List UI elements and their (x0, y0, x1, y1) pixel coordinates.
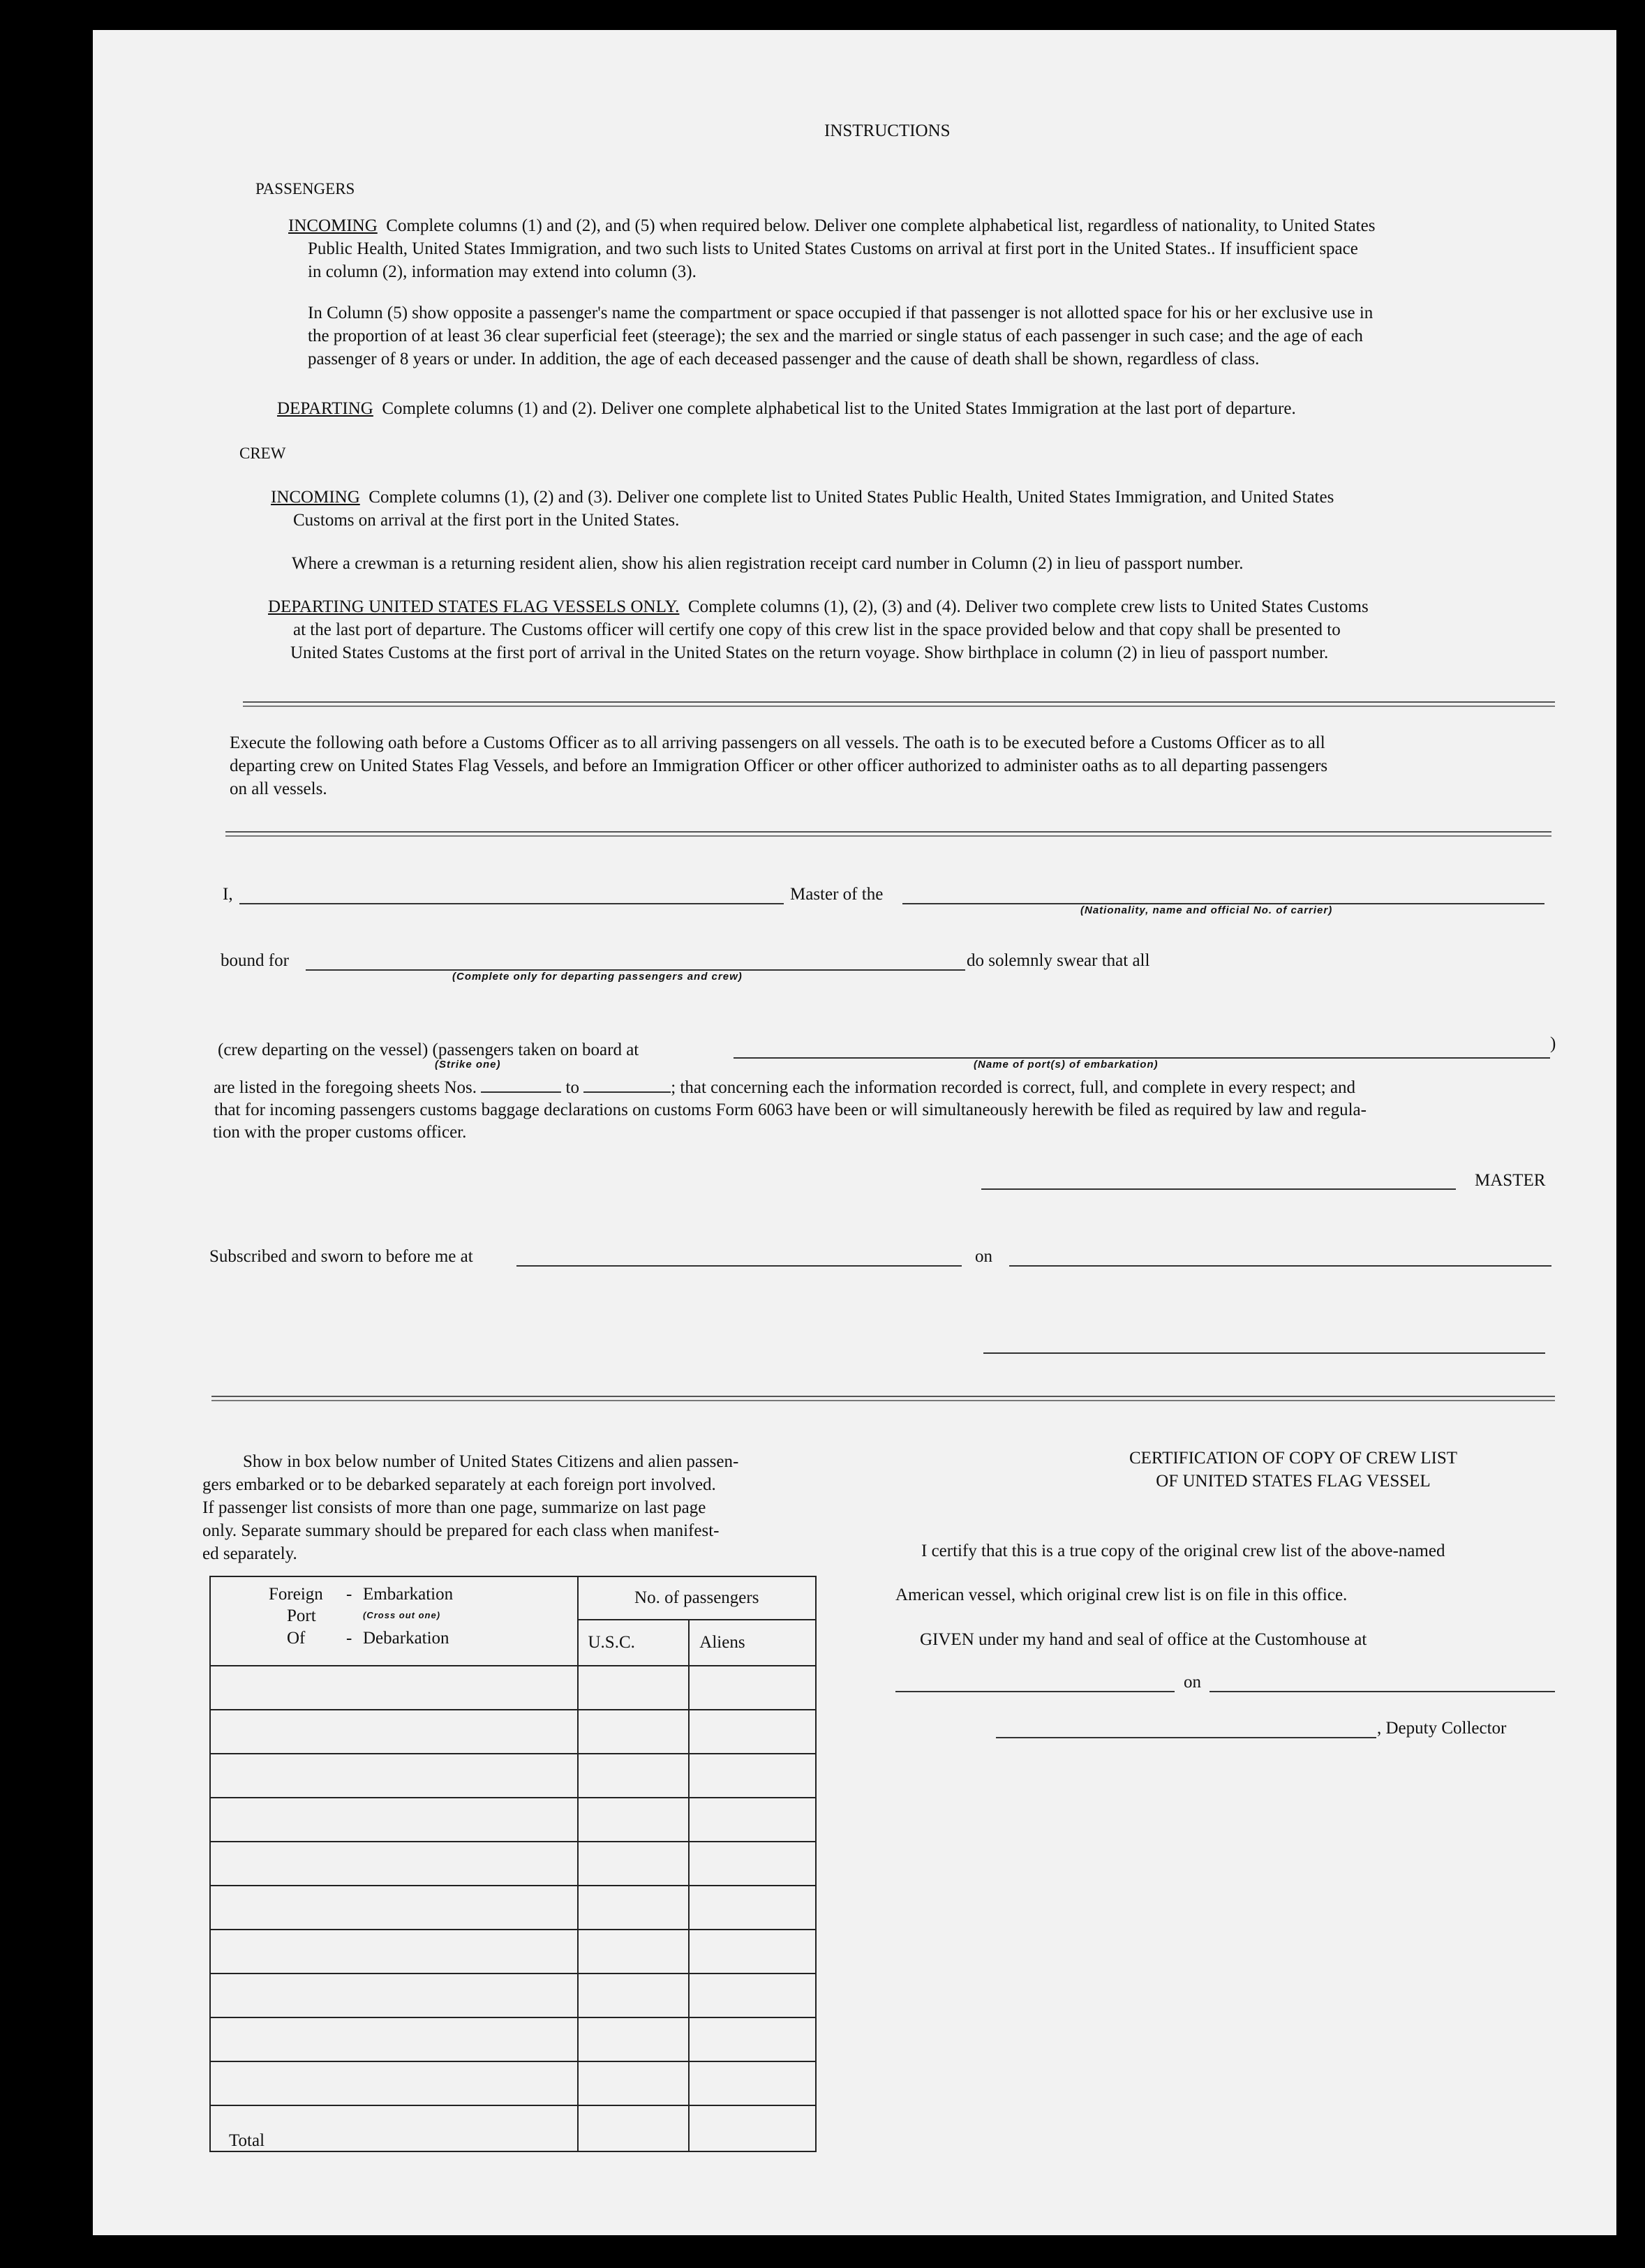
master-label: MASTER (1475, 1171, 1546, 1190)
crew-resident-text: Where a crewman is a returning resident alien, show his alien registration receipt card number in Column (2) in lieu of passport number. (292, 554, 1244, 573)
certification-date-field[interactable] (1209, 1691, 1555, 1692)
passengers-departing-text: Complete columns (1) and (2). Deliver one complete alphabetical list to the United States Immigration at the last port of departure. (382, 399, 1296, 418)
no-passengers-header: No. of passengers (578, 1576, 817, 1620)
passengers-incoming-label: INCOMING (288, 216, 378, 235)
listed-line: that for incoming passengers customs baggage declarations on customs Form 6063 have been or will simultaneously herewith be filed as required by law and regula- (214, 1101, 1367, 1119)
col-dash: - (346, 1629, 352, 1648)
sworn-date-field[interactable] (1009, 1265, 1551, 1267)
column5-line: passenger of 8 years or under. In addition, the age of each deceased passenger and the cause of death shall be shown, regardless of class. (308, 350, 1260, 368)
sworn-on-label: on (975, 1247, 992, 1266)
certify-line: I certify that this is a true copy of the original crew list of the above-named (921, 1542, 1445, 1560)
port-cell[interactable] (210, 1798, 578, 1842)
port-cell[interactable] (210, 1974, 578, 2017)
deputy-label: , Deputy Collector (1377, 1719, 1507, 1738)
usc-cell[interactable] (578, 2017, 690, 2061)
sheet-from-field[interactable] (481, 1077, 561, 1093)
col-debarkation: Debarkation (363, 1629, 449, 1648)
col-of: Of (287, 1629, 306, 1648)
oath-instruction-line: departing crew on United States Flag Vessels, and before an Immigration Officer or other officer authorized to administer oaths as to all departing passengers (230, 756, 1328, 775)
col-port: Port (287, 1606, 316, 1625)
summary-intro-line: ed separately. (202, 1544, 297, 1563)
summary-intro-line: If passenger list consists of more than one page, summarize on last page (202, 1498, 706, 1517)
master-of-label: Master of the (790, 885, 884, 904)
table-row (210, 1754, 816, 1798)
bound-for-label: bound for (221, 951, 289, 970)
port-cell[interactable] (210, 1842, 578, 1886)
master-name-field[interactable] (239, 903, 784, 904)
certification-title-line: OF UNITED STATES FLAG VESSEL (1156, 1472, 1431, 1491)
total-aliens-cell[interactable] (689, 2105, 816, 2151)
crew-departing-block (268, 595, 1594, 664)
port-cell[interactable] (210, 2017, 578, 2061)
passengers-column5-block (308, 301, 1620, 371)
aliens-cell[interactable] (689, 2017, 816, 2061)
oath-instruction-block (230, 731, 1570, 800)
aliens-cell[interactable] (689, 2061, 816, 2105)
port-cell[interactable] (210, 1666, 578, 1710)
certification-title-line: CERTIFICATION OF COPY OF CREW LIST (1129, 1449, 1458, 1468)
port-cell[interactable] (210, 2061, 578, 2105)
summary-body (210, 1666, 816, 2151)
aliens-cell[interactable] (689, 1842, 816, 1886)
aliens-header: Aliens (689, 1620, 816, 1666)
passengers-incoming-line: in column (2), information may extend into column (3). (308, 262, 697, 281)
passengers-incoming-line: Public Health, United States Immigration, and two such lists to United States Customs on arrival at first port in the United States.. If insufficient space (308, 239, 1358, 258)
port-cell[interactable] (210, 1930, 578, 1974)
sworn-place-field[interactable] (516, 1265, 962, 1267)
usc-cell[interactable] (578, 1798, 690, 1842)
aliens-cell[interactable] (689, 1930, 816, 1974)
table-row (210, 1710, 816, 1754)
table-row (210, 1666, 816, 1710)
total-label: Total (210, 2105, 578, 2151)
crew-departing-line: United States Customs at the first port of arrival in the United States on the return voyage. Show birthplace in column (2) in lieu of passport number. (290, 643, 1329, 662)
passengers-heading: PASSENGERS (255, 180, 355, 197)
subscribed-label: Subscribed and sworn to before me at (209, 1247, 473, 1266)
usc-cell[interactable] (578, 1886, 690, 1930)
crew-heading: CREW (239, 445, 286, 462)
table-row (210, 1798, 816, 1842)
usc-cell[interactable] (578, 1666, 690, 1710)
col-dash: - (346, 1585, 352, 1604)
total-row (210, 2105, 816, 2151)
crew-incoming-line: Complete columns (1), (2) and (3). Deliver one complete list to United States Public Health, United States Immigration, and United States (369, 488, 1334, 507)
port-cell[interactable] (210, 1754, 578, 1798)
nationality-caption: (Nationality, name and official No. of carrier) (1080, 904, 1333, 916)
form-sheet (93, 30, 1616, 2235)
usc-cell[interactable] (578, 1754, 690, 1798)
summary-intro-line: gers embarked or to be debarked separately at each foreign port involved. (202, 1475, 716, 1494)
col-embarkation: Embarkation (363, 1585, 454, 1604)
port-cell[interactable] (210, 1886, 578, 1930)
crew-incoming-label: INCOMING (271, 488, 360, 507)
usc-cell[interactable] (578, 1710, 690, 1754)
crew-departing-line: at the last port of departure. The Customs officer will certify one copy of this crew list in the space provided below and that copy shall be presented to (293, 620, 1341, 639)
column5-line: the proportion of at least 36 clear superficial feet (steerage); the sex and the married or single status of each passenger in such case; and the age of each (308, 327, 1363, 345)
listed-text: are listed in the foregoing sheets Nos. (214, 1078, 477, 1097)
listed-to: to (565, 1078, 579, 1097)
aliens-cell[interactable] (689, 1754, 816, 1798)
usc-cell[interactable] (578, 1842, 690, 1886)
divider (225, 831, 1551, 837)
listed-sheets-line (214, 1076, 1355, 1099)
aliens-cell[interactable] (689, 1710, 816, 1754)
crew-departing-label: DEPARTING UNITED STATES FLAG VESSELS ONLY. (268, 597, 680, 616)
officer-signature-field[interactable] (983, 1352, 1545, 1354)
port-header (210, 1576, 578, 1666)
oath-i-label: I, (223, 885, 233, 904)
summary-intro-line: Show in box below number of United States Citizens and alien passen- (243, 1452, 739, 1471)
swear-text: do solemnly swear that all (967, 951, 1150, 970)
listed-text: ; that concerning each the information recorded is correct, full, and complete in every respect; and (671, 1078, 1356, 1097)
table-row (210, 1930, 816, 1974)
given-text: GIVEN under my hand and seal of office at the Customhouse at (920, 1630, 1367, 1649)
port-caption: (Name of port(s) of embarkation) (974, 1059, 1159, 1070)
oath-instruction-line: on all vessels. (230, 779, 327, 798)
strike-one-caption: (Strike one) (435, 1059, 501, 1070)
crew-incoming-line: Customs on arrival at the first port in the United States. (293, 511, 680, 530)
passenger-summary-table (209, 1576, 817, 2152)
oath-instruction-line: Execute the following oath before a Customs Officer as to all arriving passengers on all vessels. The oath is to be executed before a Customs Officer as to all (230, 733, 1325, 752)
listed-line: tion with the proper customs officer. (213, 1123, 467, 1142)
usc-cell[interactable] (578, 1974, 690, 2017)
col-foreign: Foreign (269, 1585, 323, 1604)
usc-cell[interactable] (578, 2061, 690, 2105)
master-signature-field[interactable] (981, 1188, 1456, 1190)
summary-intro (202, 1450, 817, 1565)
column5-line: In Column (5) show opposite a passenger's name the compartment or space occupied if that passenger is not allotted space for his or her exclusive use in (308, 304, 1374, 322)
customhouse-field[interactable] (895, 1691, 1175, 1692)
table-row (210, 1974, 816, 2017)
aliens-cell[interactable] (689, 1798, 816, 1842)
certify-line: American vessel, which original crew list is on file in this office. (895, 1586, 1348, 1604)
certification-title (1014, 1447, 1572, 1493)
port-cell[interactable] (210, 1710, 578, 1754)
aliens-cell[interactable] (689, 1886, 816, 1930)
complete-only-caption: (Complete only for departing passengers and crew) (452, 971, 743, 983)
crew-incoming-block (271, 486, 1583, 532)
passengers-incoming-block (288, 214, 1600, 283)
table-row (210, 1886, 816, 1930)
aliens-cell[interactable] (689, 1974, 816, 2017)
table-row (210, 2017, 816, 2061)
sheet-to-field[interactable] (583, 1077, 671, 1093)
passengers-departing (277, 397, 1296, 420)
certification-on-label: on (1184, 1673, 1201, 1692)
table-row (210, 1842, 816, 1886)
total-usc-cell[interactable] (578, 2105, 690, 2151)
deputy-signature-field[interactable] (996, 1737, 1376, 1738)
passengers-incoming-line: Complete columns (1) and (2), and (5) when required below. Deliver one complete alphabetical list, regardless of nationality, to United States (386, 216, 1376, 235)
usc-header: U.S.C. (578, 1620, 690, 1666)
divider (243, 701, 1555, 707)
summary-intro-line: only. Separate summary should be prepared for each class when manifest- (202, 1521, 720, 1540)
crew-departing-line: Complete columns (1), (2), (3) and (4). Deliver two complete crew lists to United States Customs (687, 597, 1369, 616)
usc-cell[interactable] (578, 1930, 690, 1974)
col-cross-out: (Cross out one) (363, 1610, 441, 1620)
close-paren: ) (1550, 1034, 1556, 1053)
divider (211, 1396, 1555, 1401)
passengers-departing-label: DEPARTING (277, 399, 373, 418)
page-title: INSTRUCTIONS (824, 121, 951, 140)
table-row (210, 2061, 816, 2105)
aliens-cell[interactable] (689, 1666, 816, 1710)
crew-departing-text: (crew departing on the vessel) (passengers taken on board at (218, 1040, 639, 1059)
